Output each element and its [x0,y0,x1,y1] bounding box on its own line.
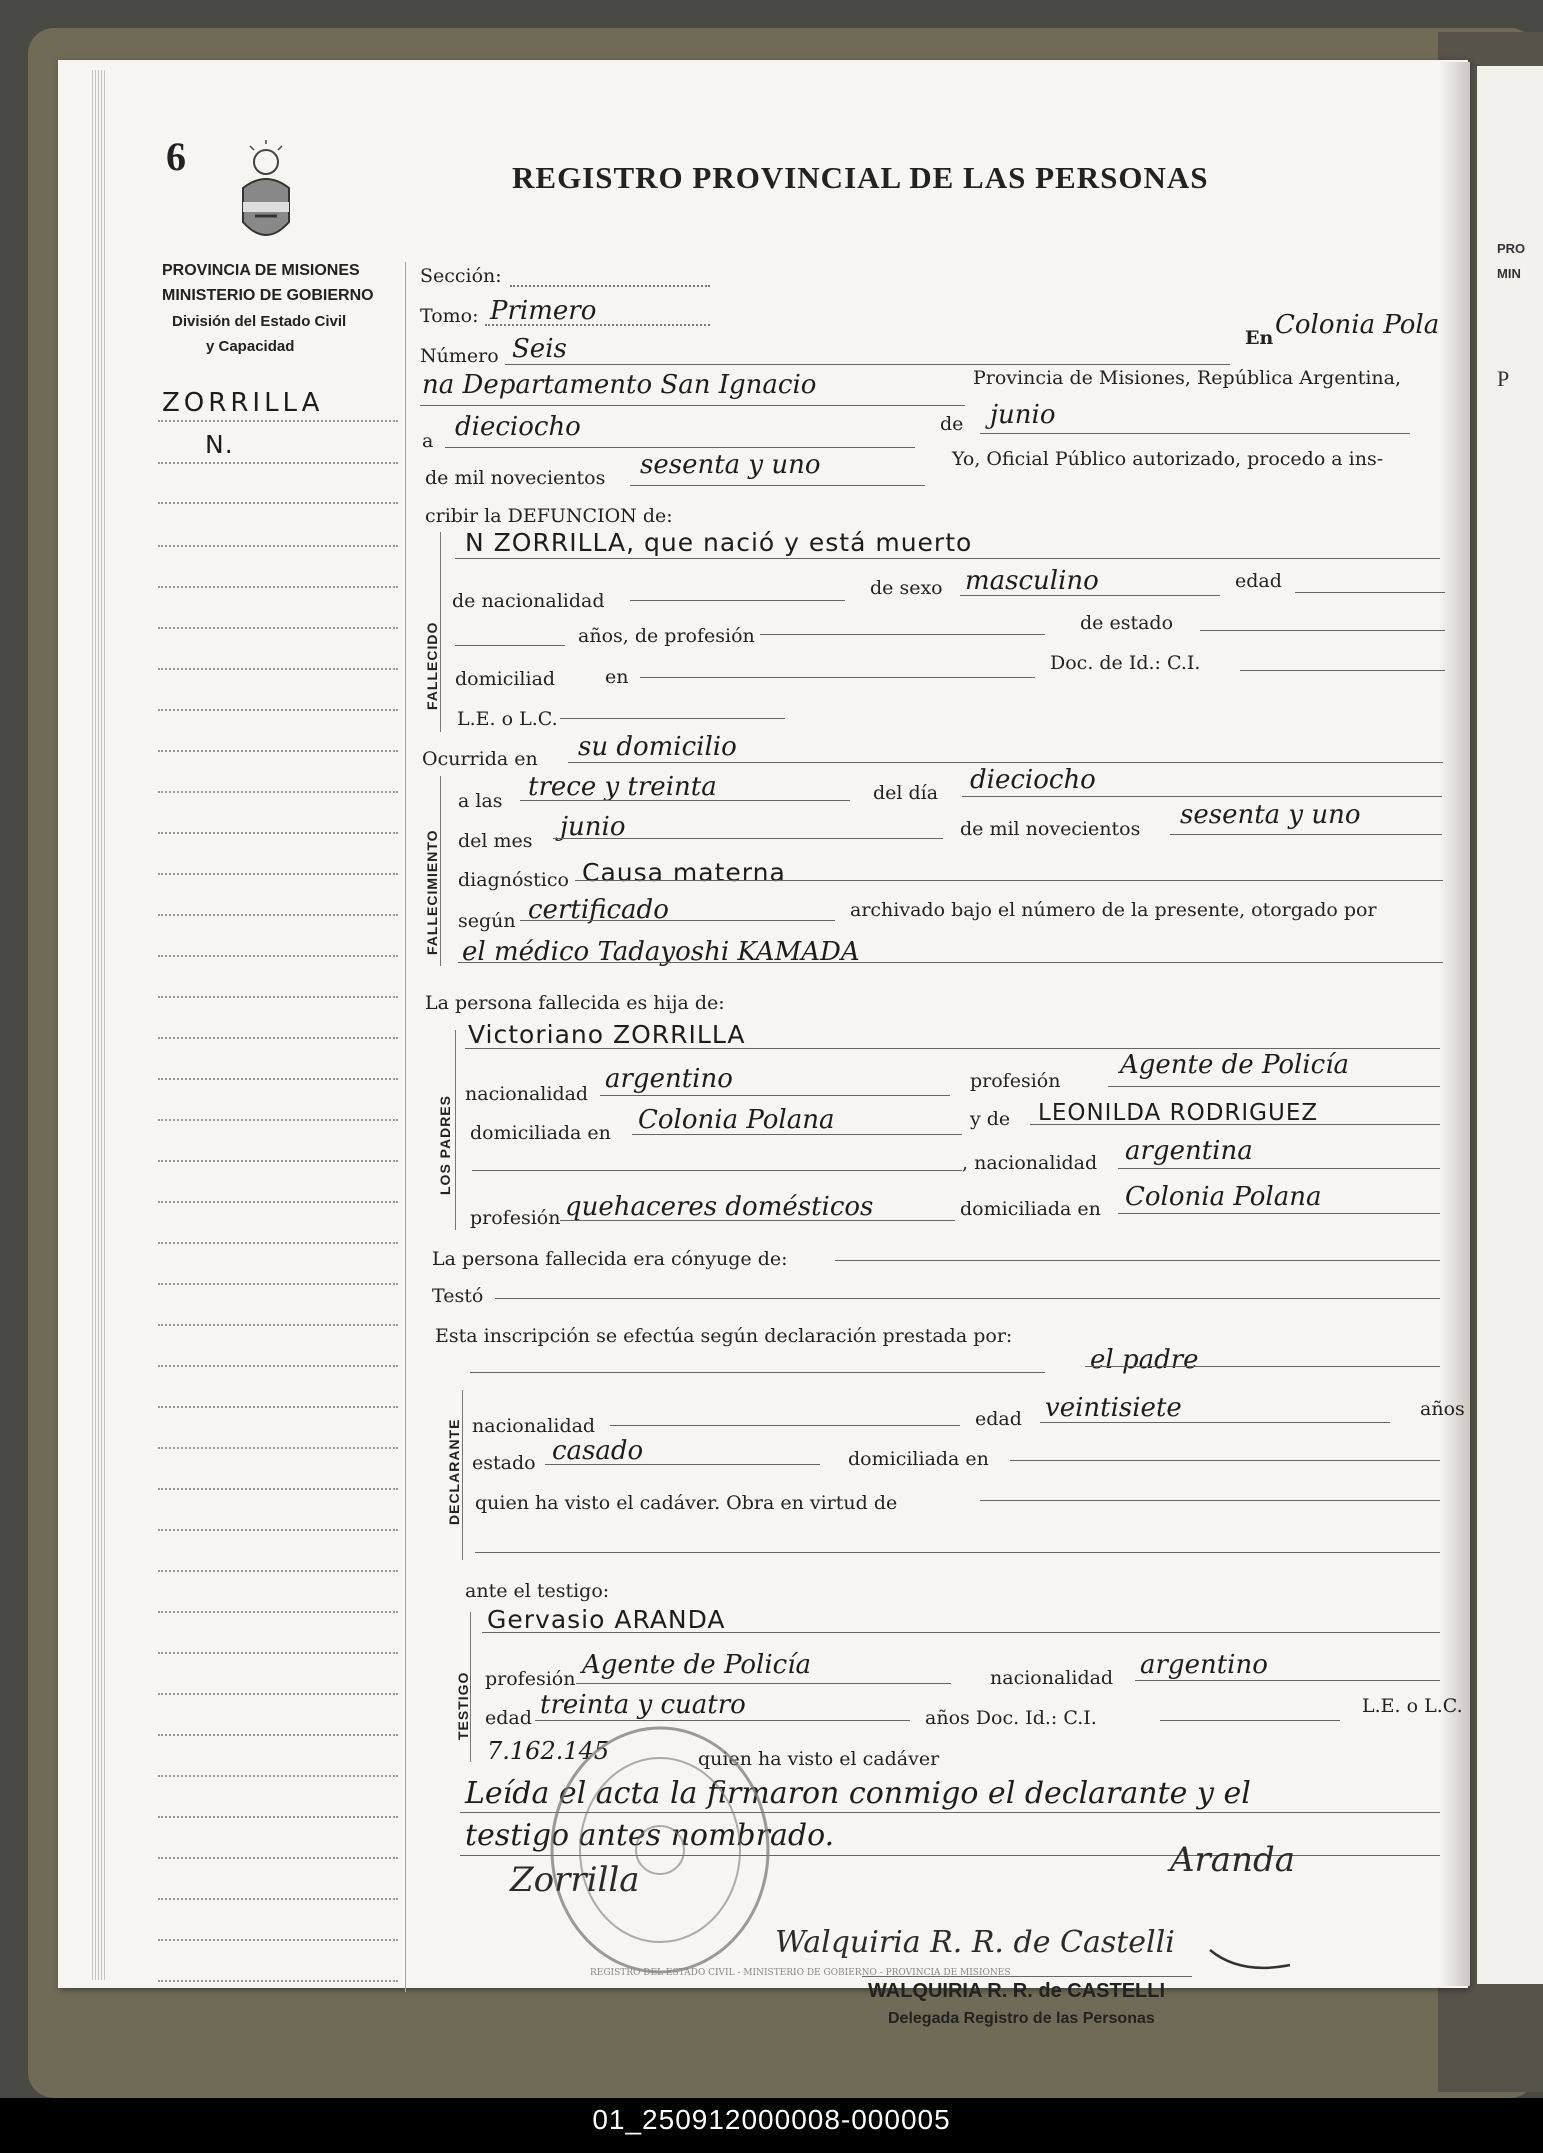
padre-nac-value: argentino [605,1064,733,1094]
le-label: L.E. o L.C. [457,708,558,730]
margin-line [158,709,398,711]
numero-label: Número [420,345,499,367]
margin-line [158,1365,398,1367]
margin-given-name: N. [205,430,234,459]
de-mil-label-2: de mil novecientos [960,818,1141,840]
madre-nac-value: argentina [1125,1136,1253,1166]
margin-line [158,668,398,670]
y-de-label: y de [970,1108,1011,1130]
a-label: a [422,430,434,452]
margin-line [158,1570,398,1572]
margin-line [158,420,398,422]
medico-line [458,962,1443,963]
fallecido-section-label: FALLECIDO [424,621,440,710]
margin-line [158,1242,398,1244]
margin-line [158,1201,398,1203]
margin-line [158,545,398,547]
de-mil-label: de mil novecientos [425,467,606,489]
padre-dom-value: Colonia Polana [638,1105,835,1135]
margin-line [158,955,398,957]
mes-line [980,433,1410,434]
domicilio-line [640,677,1035,678]
d-dom-label: domiciliada en [848,1448,989,1470]
fallecido-line [455,558,1440,559]
t-quien-label: quien ha visto el cadáver [698,1748,940,1770]
anio2-value: sesenta y uno [1180,800,1361,830]
d-estado-line [545,1464,820,1465]
madre-prof-line [560,1220,955,1221]
madre-line [1030,1124,1440,1125]
de-label: de [940,413,964,435]
d-extra-line [475,1552,1440,1553]
anos-label: años, de profesión [578,625,755,647]
declarante-line-a [470,1372,1045,1373]
le-line [560,718,785,719]
madre-prof-label: profesión [470,1207,561,1229]
nacionalidad-line [630,600,845,601]
edad-label: edad [1235,570,1282,592]
tomo-line [485,324,710,326]
t-nac-label: nacionalidad [990,1667,1114,1689]
margin-line [158,914,398,916]
fallecido-name-value: N ZORRILLA, que nació y está muerto [465,528,973,557]
stamp-role: Delegada Registro de las Personas [888,2010,1155,2027]
t-doc-line [1160,1720,1340,1721]
t-doc-value: 7.162.145 [487,1737,610,1765]
doc-label: Doc. de Id.: C.I. [1050,652,1201,674]
margin-line [158,1529,398,1531]
seccion-label: Sección: [420,265,502,287]
archivado-label: archivado bajo el número de la presente, otorgado por [850,899,1377,921]
dia-label: del día [873,782,939,804]
d-edad-value: veintisiete [1045,1393,1182,1423]
d-edad-label: edad [975,1408,1022,1430]
fallecido-bracket [440,532,441,732]
padres-section-label: LOS PADRES [437,1095,453,1195]
hora-line [520,800,850,801]
madre-dom-label: domiciliada en [960,1198,1101,1220]
en-label: En [1245,327,1274,349]
declarante-line-b [1085,1366,1440,1367]
seccion-line [510,285,710,287]
hija-label: La persona fallecida es hija de: [425,992,725,1014]
ministry-label: MINISTERIO DE GOBIERNO [162,287,374,304]
padre-value: Victoriano ZORRILLA [468,1020,746,1049]
conyuge-line [835,1260,1440,1261]
estado-line [1200,630,1445,631]
margin-line [158,1488,398,1490]
margin-line [158,1898,398,1900]
edad-line [1295,592,1445,593]
t-prof-value: Agente de Policía [582,1650,812,1680]
sexo-label: de sexo [870,577,943,599]
margin-line [158,1939,398,1941]
oficial-label: Yo, Oficial Público autorizado, procedo a ins- [952,448,1384,470]
margin-line [158,1406,398,1408]
testigo-line [482,1632,1440,1633]
stamp-name: WALQUIRIA R. R. de CASTELLI [868,1980,1166,2002]
tomo-label: Tomo: [420,305,479,327]
padre-dom-line [632,1134,962,1135]
division-label: División del Estado Civil [172,313,347,330]
declarante-bracket [462,1390,463,1560]
anio2-line [1170,834,1442,835]
sexo-value: masculino [965,566,1099,596]
medico-value: el médico Tadayoshi KAMADA [462,937,860,967]
d-dom-line [1010,1460,1440,1461]
d-quien-line [980,1500,1440,1501]
margin-rule [405,262,406,1992]
mes-label: del mes [458,830,533,852]
margin-line [158,586,398,588]
signature-declarante: Zorrilla [510,1860,640,1900]
madre-dom-value: Colonia Polana [1125,1182,1322,1212]
padre-prof-line [1108,1086,1440,1087]
cribir-label: cribir la DEFUNCION de: [425,505,673,527]
padre-nac-line [600,1095,950,1096]
margin-line [158,791,398,793]
madre-nac-label: , nacionalidad [962,1152,1098,1174]
file-name: 01_250912000008-000005 [592,2104,951,2135]
en-label-2: en [605,666,629,688]
doc-line [1240,670,1445,671]
madre-dom-line [1118,1213,1440,1214]
t-nac-value: argentino [1140,1650,1268,1680]
margin-line [158,873,398,875]
dia-line [445,447,915,448]
margin-line [158,1283,398,1285]
t-le-label: L.E. o L.C. [1362,1695,1463,1717]
d-estado-label: estado [472,1452,536,1474]
padre-prof-label: profesión [970,1070,1061,1092]
ocurrida-value: su domicilio [578,732,737,762]
numero-value: Seis [512,334,567,364]
margin-line [158,1078,398,1080]
t-nac-line [1135,1680,1440,1681]
t-prof-line [576,1683,951,1684]
seal-text: REGISTRO DEL ESTADO CIVIL - MINISTERIO DE GOBIERNO - PROVINCIA DE MISIONES [590,1968,1011,1978]
page-number: 6 [166,134,186,179]
margin-line [158,502,398,504]
segun-label: según [458,910,516,932]
fallecimiento-section-label: FALLECIMIENTO [424,829,440,955]
coat-of-arms-icon [235,140,297,250]
official-seal [545,1720,775,1980]
margin-line [158,750,398,752]
mes2-line [553,838,943,839]
ocurrida-label: Ocurrida en [422,748,538,770]
padre-line [465,1048,1440,1049]
margin-line [158,1037,398,1039]
t-edad-value: treinta y cuatro [540,1690,746,1720]
margin-line [158,1857,398,1859]
margin-line [158,1447,398,1449]
next-page-text: P [1497,366,1510,391]
margin-surname: ZORRILLA [162,388,324,418]
d-nac-line [610,1425,960,1426]
provincia-label: Provincia de Misiones, República Argentina, [973,367,1402,389]
tomo-value: Primero [490,296,597,326]
estado-label: de estado [1080,612,1174,634]
segun-value: certificado [528,895,669,925]
dia2-value: dieciocho [970,765,1096,795]
conyuge-label: La persona fallecida era cónyuge de: [432,1248,788,1270]
margin-line [158,1816,398,1818]
padres-bracket [455,1030,456,1230]
departamento-line [420,405,965,406]
signature-testigo: Aranda [1170,1840,1296,1880]
declarante-value: el padre [1090,1345,1199,1375]
d-estado-value: casado [552,1436,644,1466]
margin-line [158,832,398,834]
lugar-value: Colonia Pola [1275,310,1440,340]
leida-line-2: testigo antes nombrado. [465,1818,835,1853]
t-anos-label: años Doc. Id.: C.I. [925,1707,1097,1729]
dia2-line [962,796,1442,797]
padre-prof-value: Agente de Policía [1120,1050,1350,1080]
mes2-value: junio [560,812,626,842]
hora-value: trece y treinta [528,772,717,802]
testo-label: Testó [432,1285,484,1307]
fallecimiento-bracket [440,776,441,966]
declarante-section-label: DECLARANTE [446,1418,462,1525]
province-label: PROVINCIA DE MISIONES [162,262,360,279]
madre-value: LEONILDA RODRIGUEZ [1038,1100,1319,1126]
hora-label: a las [458,790,503,812]
madre-nac-line [1118,1168,1440,1169]
signature-flourish [1200,1930,1300,1980]
domiciliad-label: domiciliad [455,668,556,690]
sexo-line [960,595,1220,596]
leida-line-1: Leída el acta la firmaron conmigo el declarante y el [465,1776,1251,1811]
d-edad-line [1040,1422,1390,1423]
departamento-value: na Departamento San Ignacio [422,370,817,400]
nacionalidad-label: de nacionalidad [452,590,605,612]
madre-prof-value: quehaceres domésticos [565,1192,874,1222]
margin-line [158,1734,398,1736]
mes-value: junio [990,400,1056,430]
next-page-edge [1477,66,1543,1984]
padre-dom-label: domiciliada en [470,1122,611,1144]
profesion-line [760,634,1045,635]
segun-line [520,920,835,921]
testigo-value: Gervasio ARANDA [487,1605,726,1634]
margin-line [158,462,398,464]
numero-line [505,364,1230,365]
t-edad-label: edad [485,1707,532,1729]
margin-line [158,1611,398,1613]
dia-value: dieciocho [455,412,581,442]
anio-line [630,485,925,486]
margin-line [158,996,398,998]
margin-line [158,1652,398,1654]
d-quien-label: quien ha visto el cadáver. Obra en virtud de [475,1492,898,1514]
inscripcion-label: Esta inscripción se efectúa según declaración prestada por: [435,1325,1013,1347]
diagnostico-label: diagnóstico [458,869,569,891]
anos-line [455,645,565,646]
testo-line [495,1298,1440,1299]
margin-line [158,1775,398,1777]
margin-line [158,1119,398,1121]
register-title: REGISTRO PROVINCIAL DE LAS PERSONAS [512,160,1209,195]
diagnostico-line [575,880,1443,881]
d-anos-label: años [1420,1398,1465,1420]
margin-line [158,627,398,629]
testigo-section-label: TESTIGO [455,1671,471,1740]
page-stack-edge [92,70,106,1980]
madre-extra-line [472,1170,962,1171]
t-prof-label: profesión [485,1668,576,1690]
anio-value: sesenta y uno [640,450,821,480]
ante-label: ante el testigo: [465,1580,610,1602]
margin-line [158,1324,398,1326]
next-page-text: PRO [1497,241,1526,256]
margin-line [158,1160,398,1162]
diagnostico-value: Causa materna [582,858,786,887]
d-nac-label: nacionalidad [472,1415,596,1437]
margin-line [158,1693,398,1695]
capacity-label: y Capacidad [206,338,295,355]
signature-oficial: Walquiria R. R. de Castelli [775,1925,1175,1960]
next-page-text: MIN [1497,266,1521,281]
padre-nac-label: nacionalidad [465,1083,589,1105]
stamp-rule [862,1976,1192,1977]
margin-line [158,1980,398,1982]
ocurrida-line [568,762,1443,763]
